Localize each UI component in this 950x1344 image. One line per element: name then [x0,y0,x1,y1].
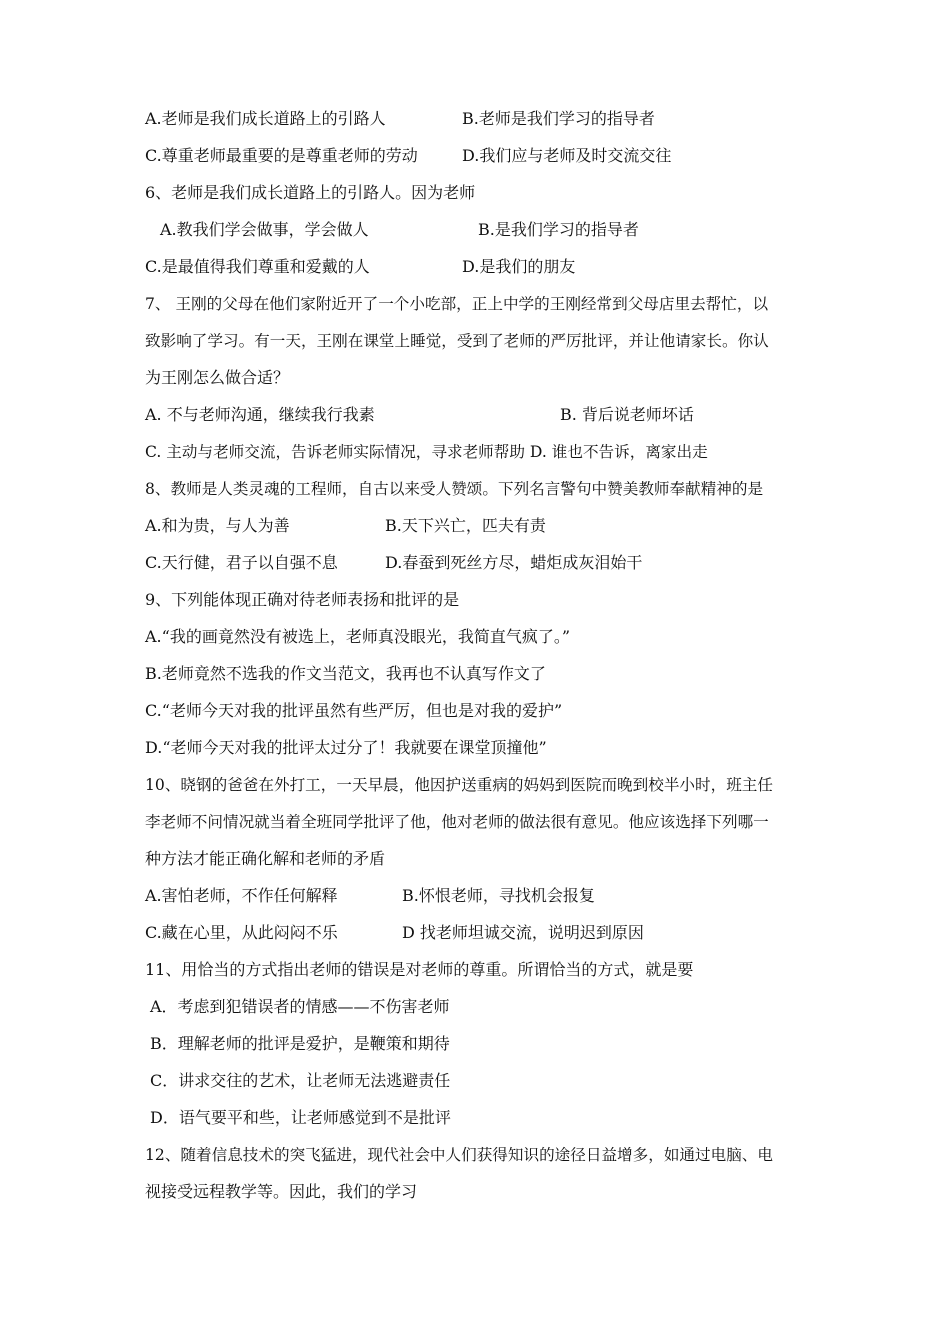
option-6b: B.是我们学习的指导者 [478,220,639,239]
option-5a: A.老师是我们成长道路上的引路人 [145,109,386,128]
question-8: 8、教师是人类灵魂的工程师，自古以来受人赞颂。下列名言警句中赞美教师奉献精神的是 [145,480,764,498]
option-8b: B.天下兴亡，匹夫有责 [385,516,546,535]
option-5b: B.老师是我们学习的指导者 [462,109,655,128]
question-12-line-1: 12、随着信息技术的突飞猛进，现代社会中人们获得知识的途径日益增多，如通过电脑、电 [145,1146,773,1164]
option-7a: A. 不与老师沟通，继续我行我素 [145,405,375,424]
option-8d: D.春蚕到死丝方尽，蜡炬成灰泪始干 [385,553,643,572]
option-7b: B. 背后说老师坏话 [560,405,694,424]
question-9: 9、下列能体现正确对待老师表扬和批评的是 [145,590,460,609]
option-9d: D.“老师今天对我的批评太过分了！我就要在课堂顶撞他” [145,738,547,757]
option-7c-7d: C. 主动与老师交流，告诉老师实际情况，寻求老师帮助 D. 谁也不告诉，离家出走 [145,443,708,461]
option-10a: A.害怕老师，不作任何解释 [145,886,338,905]
question-7-line-3: 为王刚怎么做合适？ [145,368,290,387]
option-8c: C.天行健，君子以自强不息 [145,553,338,572]
option-10c: C.藏在心里，从此闷闷不乐 [145,923,338,942]
option-9a: A.“我的画竟然没有被选上，老师真没眼光，我简直气疯了。” [145,627,571,646]
option-8a: A.和为贵，与人为善 [145,516,290,535]
option-5d: D.我们应与老师及时交流交往 [462,146,672,165]
question-6: 6、老师是我们成长道路上的引路人。因为老师 [145,183,476,202]
option-10b: B.怀恨老师，寻找机会报复 [402,886,595,905]
question-10-line-2: 李老师不问情况就当着全班同学批评了他，他对老师的做法很有意见。他应该选择下列哪一 [145,813,769,831]
option-6c: C.是最值得我们尊重和爱戴的人 [145,257,370,276]
option-6d: D.是我们的朋友 [462,257,576,276]
option-9b: B.老师竟然不选我的作文当范文，我再也不认真写作文了 [145,664,546,683]
question-7-line-1: 7、 王刚的父母在他们家附近开了一个小吃部，正上中学的王刚经常到父母店里去帮忙，以 [145,295,769,313]
option-11d: D．语气要平和些，让老师感觉到不是批评 [150,1108,451,1127]
option-5c: C.尊重老师最重要的是尊重老师的劳动 [145,146,418,165]
question-11: 11、用恰当的方式指出老师的错误是对老师的尊重。所谓恰当的方式，就是要 [145,960,694,979]
question-10-line-1: 10、晓钢的爸爸在外打工，一天早晨，他因护送重病的妈妈到医院而晚到校半小时，班主任 [145,776,773,794]
option-11b: B．理解老师的批评是爱护，是鞭策和期待 [150,1034,450,1053]
option-6a: A.教我们学会做事，学会做人 [160,220,369,239]
option-10d: D 找老师坦诚交流，说明迟到原因 [402,923,644,942]
question-10-line-3: 种方法才能正确化解和老师的矛盾 [145,849,386,868]
option-9c: C.“老师今天对我的批评虽然有些严厉，但也是对我的爱护” [145,701,563,720]
question-12-line-2: 视接受远程教学等。因此，我们的学习 [145,1182,418,1201]
option-11a: A．考虑到犯错误者的情感——不伤害老师 [150,997,450,1016]
question-7-line-2: 致影响了学习。有一天，王刚在课堂上睡觉，受到了老师的严厉批评，并让他请家长。你认 [145,332,769,350]
option-11c: C．讲求交往的艺术，让老师无法逃避责任 [150,1071,451,1090]
